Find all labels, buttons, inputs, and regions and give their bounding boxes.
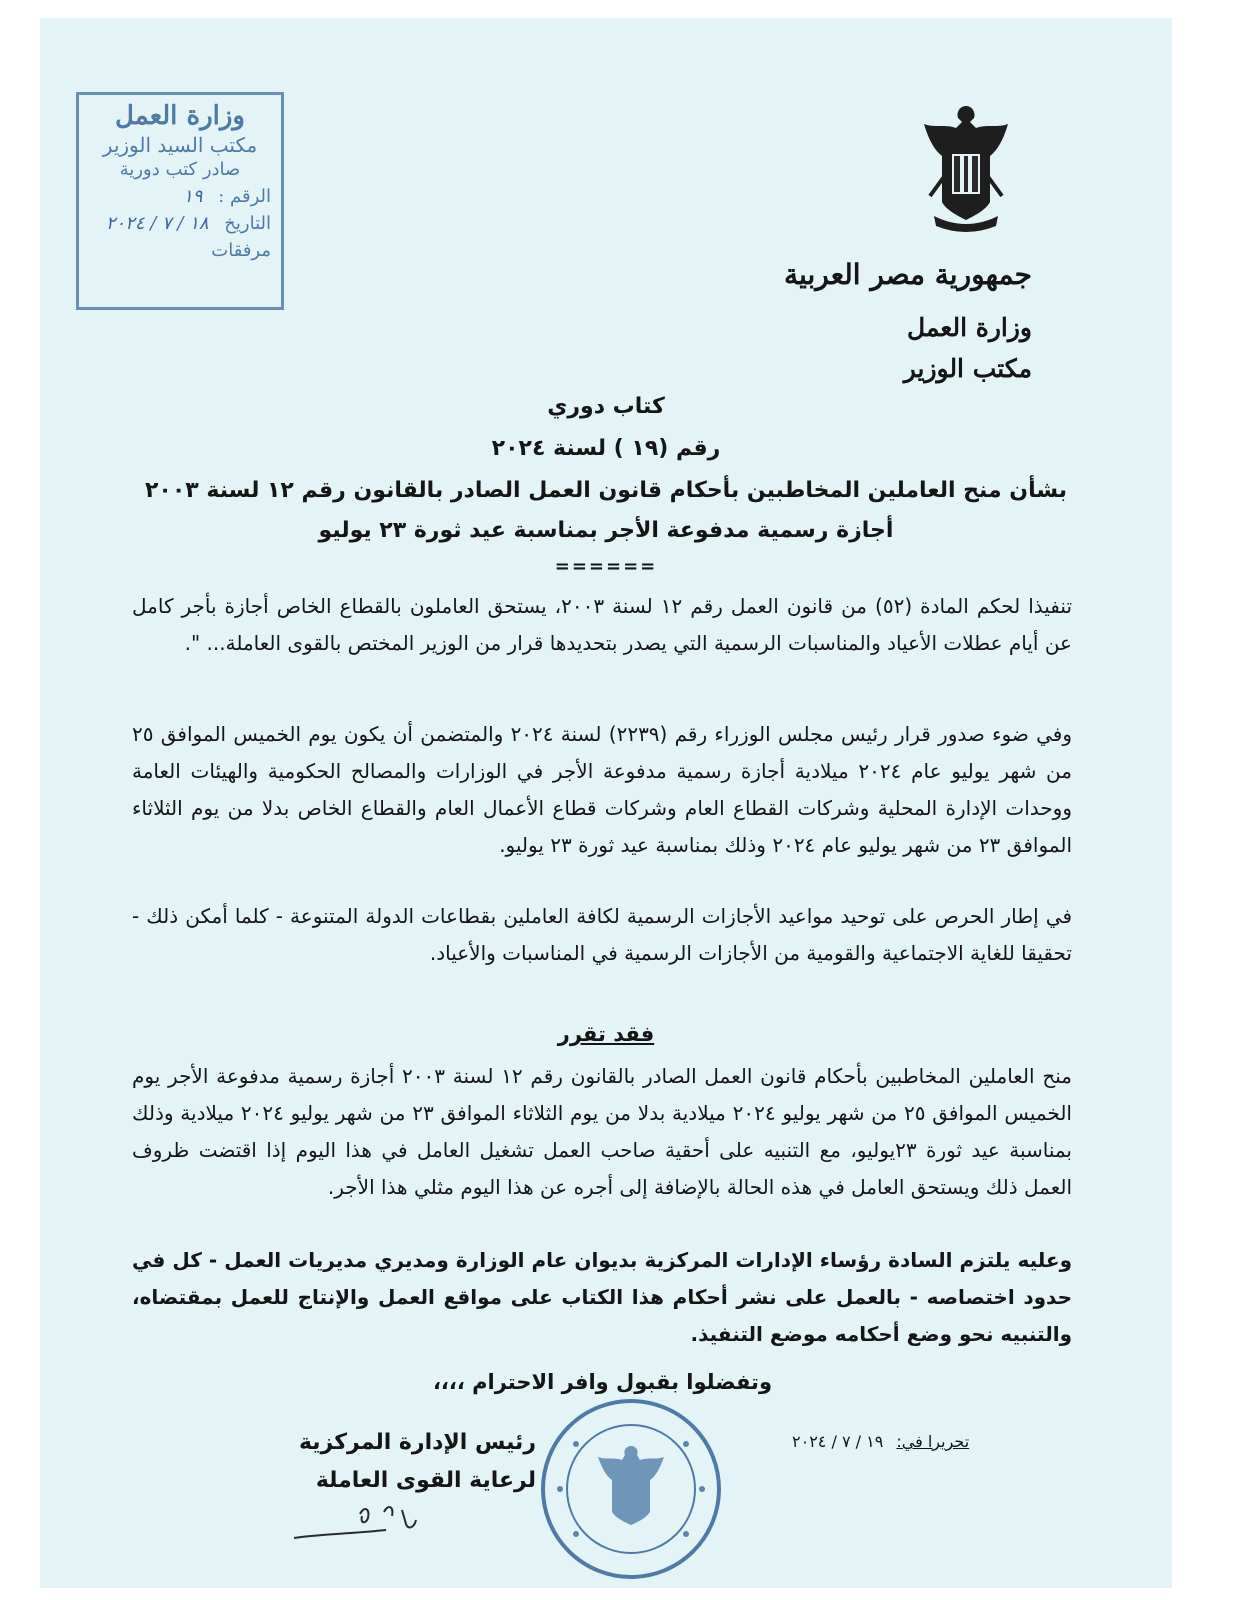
dated-label: تحريرا في:: [896, 1432, 970, 1451]
paragraph-5: وعليه يلتزم السادة رؤساء الإدارات المركزية بديوان عام الوزارة ومديري مديريات العمل - كل في حدود اختصاصه - بالعمل على نشر أحكام هذا الكتاب على مواقع العمل والإنتاج للعمل بمقتضاه، والتنبيه نحو وضع أحكامه موضع التنفيذ.: [132, 1248, 1072, 1346]
handwritten-signature: [290, 1494, 430, 1554]
eagle-emblem-icon: [916, 98, 1016, 238]
ministry-name: وزارة العمل: [907, 313, 1032, 342]
stamp-issued: صادر كتب دورية: [119, 159, 241, 180]
stamp-attachments-label: مرفقات: [211, 240, 271, 261]
paragraph-1: تنفيذا لحكم المادة (٥٢) من قانون العمل رقم ١٢ لسنة ٢٠٠٣، يستحق العاملون بالقطاع الخاص أجازة بأجر كامل عن أيام عطلات الأعياد والمناسبات الرسمية التي يصدر بتحديدها قرار من الوزير المختص بالقوى العاملة... ".: [132, 594, 1073, 655]
paragraph-2: وفي ضوء صدور قرار رئيس مجلس الوزراء رقم (٢٢٣٩) لسنة ٢٠٢٤ والمتضمن أن يكون يوم الخميس الموافق ٢٥ من شهر يوليو عام ٢٠٢٤ ميلادية أجازة رسمية مدفوعة الأجر في الوزارات والمصالح الحكومية والهيئات العامة ووحدات الإدارة المحلية وشركات القطاع العام وشركات قطاع الأعمال العام والقطاع الخاص بدلا من يوم الثلاثاء الموافق ٢٣ من شهر يوليو عام ٢٠٢٤ وذلك بمناسبة عيد ثورة ٢٣ يوليو.: [132, 722, 1072, 857]
document-number: رقم (١٩ ) لسنة ٢٠٢٤: [491, 436, 721, 461]
stamp-date-label: التاريخ: [224, 213, 271, 234]
decision-heading: فقد تقرر: [557, 1022, 655, 1046]
stamp-number-value: ١٩: [183, 186, 203, 207]
stamp-date-value: ١٨ / ٧ / ٢٠٢٤: [105, 213, 209, 234]
paragraph-4: منح العاملين المخاطبين بأحكام قانون العمل الصادر بالقانون رقم ١٢ لسنة ٢٠٠٣ أجازة رسمية مدفوعة الأجر يوم الخميس الموافق ٢٥ من شهر يوليو ٢٠٢٤ ميلادية بدلا من يوم الثلاثاء الموافق ٢٣ من شهر يوليو ٢٠٢٤ ميلادية وذلك بمناسبة عيد ثورة ٢٣يوليو، مع التنبيه على أحقية صاحب العمل تشغيل العامل في هذا اليوم إذا اقتضت ظروف العمل ذلك ويستحق العامل في هذه الحالة بالإضافة إلى أجره عن هذا اليوم مثلي هذا الأجر.: [132, 1064, 1072, 1199]
document-page: [40, 18, 1172, 1588]
stamp-attachments-row: [89, 240, 271, 261]
signatory-line-1: رئيس الإدارة المركزية: [298, 1430, 536, 1455]
stamp-office: مكتب السيد الوزير: [102, 133, 258, 157]
separator: ======: [554, 556, 658, 577]
country-name: جمهورية مصر العربية: [784, 258, 1032, 291]
letterhead: [784, 258, 1032, 383]
subject-line-2: أجازة رسمية مدفوعة الأجر بمناسبة عيد ثورة ٢٣ يوليو: [318, 518, 894, 543]
dated-line: [792, 1432, 969, 1451]
signatory-block: [299, 1424, 536, 1500]
stamp-title: وزارة العمل: [115, 101, 245, 131]
signatory-line-2: لرعاية القوى العاملة: [315, 1468, 536, 1493]
stamp-number-label: الرقم :: [218, 186, 271, 207]
dated-value: ١٩ / ٧ / ٢٠٢٤: [792, 1432, 884, 1451]
stamp-number-row: [89, 186, 271, 207]
registry-stamp: [76, 92, 284, 310]
paragraph-3: في إطار الحرص على توحيد مواعيد الأجازات الرسمية لكافة العاملين بقطاعات الدولة المتنوعة - كلما أمكن ذلك - تحقيقا للغاية الاجتماعية والقومية من الأجازات الرسمية في المناسبات والأعياد.: [132, 904, 1072, 965]
closing-line: وتفضلوا بقبول وافر الاحترام ،،،،: [432, 1370, 772, 1394]
subject-line-1: بشأن منح العاملين المخاطبين بأحكام قانون العمل الصادر بالقانون رقم ١٢ لسنة ٢٠٠٣: [144, 478, 1067, 503]
stamp-date-row: [89, 213, 271, 234]
official-seal-icon: [536, 1394, 726, 1584]
document-type: كتاب دوري: [547, 394, 665, 419]
office-name: مكتب الوزير: [903, 354, 1032, 383]
